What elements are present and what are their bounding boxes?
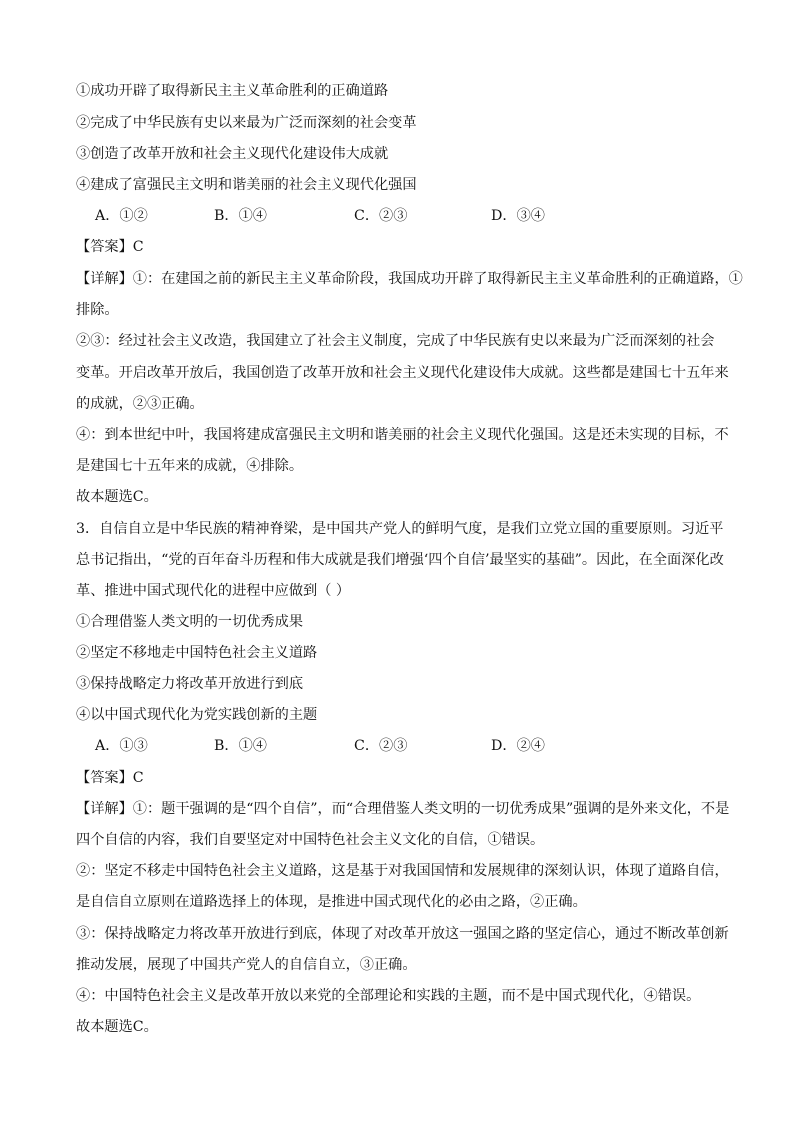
option-a: A．①③ xyxy=(95,738,148,754)
answer-label: 【答案】C xyxy=(76,239,144,255)
detail-line: 是自信自立原则在道路选择上的体现，是推进中国式现代化的必由之路，②正确。 xyxy=(76,894,587,910)
question-stem-line: 总书记指出，“党的百年奋斗历程和伟大成就是我们增强‘四个自信’最坚实的基础”。因此，在全面深化改 xyxy=(76,552,724,568)
answer-label: 【答案】C xyxy=(76,770,144,786)
detail-line: 【详解】①：题干强调的是“四个自信”，而“合理借鉴人类文明的一切优秀成果”强调的是外来文化，不是 xyxy=(76,801,730,817)
detail-line: ③：保持战略定力将改革开放进行到底，体现了对改革开放这一强国之路的坚定信心，通过不断改革创新 xyxy=(76,926,729,942)
option-c: C．②③ xyxy=(354,208,408,224)
option-c: C．②③ xyxy=(354,738,408,754)
detail-line: ②③：经过社会主义改造，我国建立了社会主义制度，完成了中华民族有史以来最为广泛而深刻的社会 xyxy=(76,333,715,349)
option-b: B．①④ xyxy=(214,208,267,224)
statement-4: ④建成了富强民主文明和谐美丽的社会主义现代化强国 xyxy=(76,177,417,193)
option-b: B．①④ xyxy=(214,738,267,754)
options-row xyxy=(76,206,736,226)
detail-line: ②：坚定不移走中国特色社会主义道路，这是基于对我国国情和发展规律的深刻认识，体现了道路自信， xyxy=(76,863,729,879)
statement-1: ①成功开辟了取得新民主主义革命胜利的正确道路 xyxy=(76,83,389,99)
conclusion: 故本题选C。 xyxy=(76,1019,158,1035)
detail-line: 四个自信的内容，我们自要坚定对中国特色社会主义文化的自信，①错误。 xyxy=(76,832,545,848)
statement-3: ③创造了改革开放和社会主义现代化建设伟大成就 xyxy=(76,146,389,162)
conclusion: 故本题选C。 xyxy=(76,489,158,505)
detail-line: 的成就，②③正确。 xyxy=(76,396,204,412)
statement-2: ②完成了中华民族有史以来最为广泛而深刻的社会变革 xyxy=(76,115,417,131)
statement-3: ③保持战略定力将改革开放进行到底 xyxy=(76,676,304,692)
detail-line: 【详解】①：在建国之前的新民主主义革命阶段，我国成功开辟了取得新民主主义革命胜利的正确道路，① xyxy=(76,271,743,287)
detail-line: 变革。开启改革开放后，我国创造了改革开放和社会主义现代化建设伟大成就。这些都是建国七十五年来 xyxy=(76,365,729,381)
detail-line: ④：中国特色社会主义是改革开放以来党的全部理论和实践的主题，而不是中国式现代化，④错误。 xyxy=(76,988,701,1004)
question-stem-line: 革、推进中国式现代化的进程中应做到（ ） xyxy=(76,583,351,599)
detail-line: 排除。 xyxy=(76,302,119,318)
statement-2: ②坚定不移地走中国特色社会主义道路 xyxy=(76,645,318,661)
option-d: D．②④ xyxy=(491,738,545,754)
statement-1: ①合理借鉴人类文明的一切优秀成果 xyxy=(76,614,304,630)
statement-4: ④以中国式现代化为党实践创新的主题 xyxy=(76,707,318,723)
detail-line: 是建国七十五年来的成就，④排除。 xyxy=(76,458,304,474)
options-row xyxy=(76,736,736,756)
option-d: D．③④ xyxy=(491,208,545,224)
detail-line: ④：到本世纪中叶，我国将建成富强民主文明和谐美丽的社会主义现代化强国。这是还未实现的目标，不 xyxy=(76,427,729,443)
question-stem-line: 3．自信自立是中华民族的精神脊梁，是中国共产党人的鲜明气度，是我们立党立国的重要原则。习近平 xyxy=(76,521,724,537)
option-a: A．①② xyxy=(95,208,148,224)
detail-line: 推动发展，展现了中国共产党人的自信自立，③正确。 xyxy=(76,957,417,973)
